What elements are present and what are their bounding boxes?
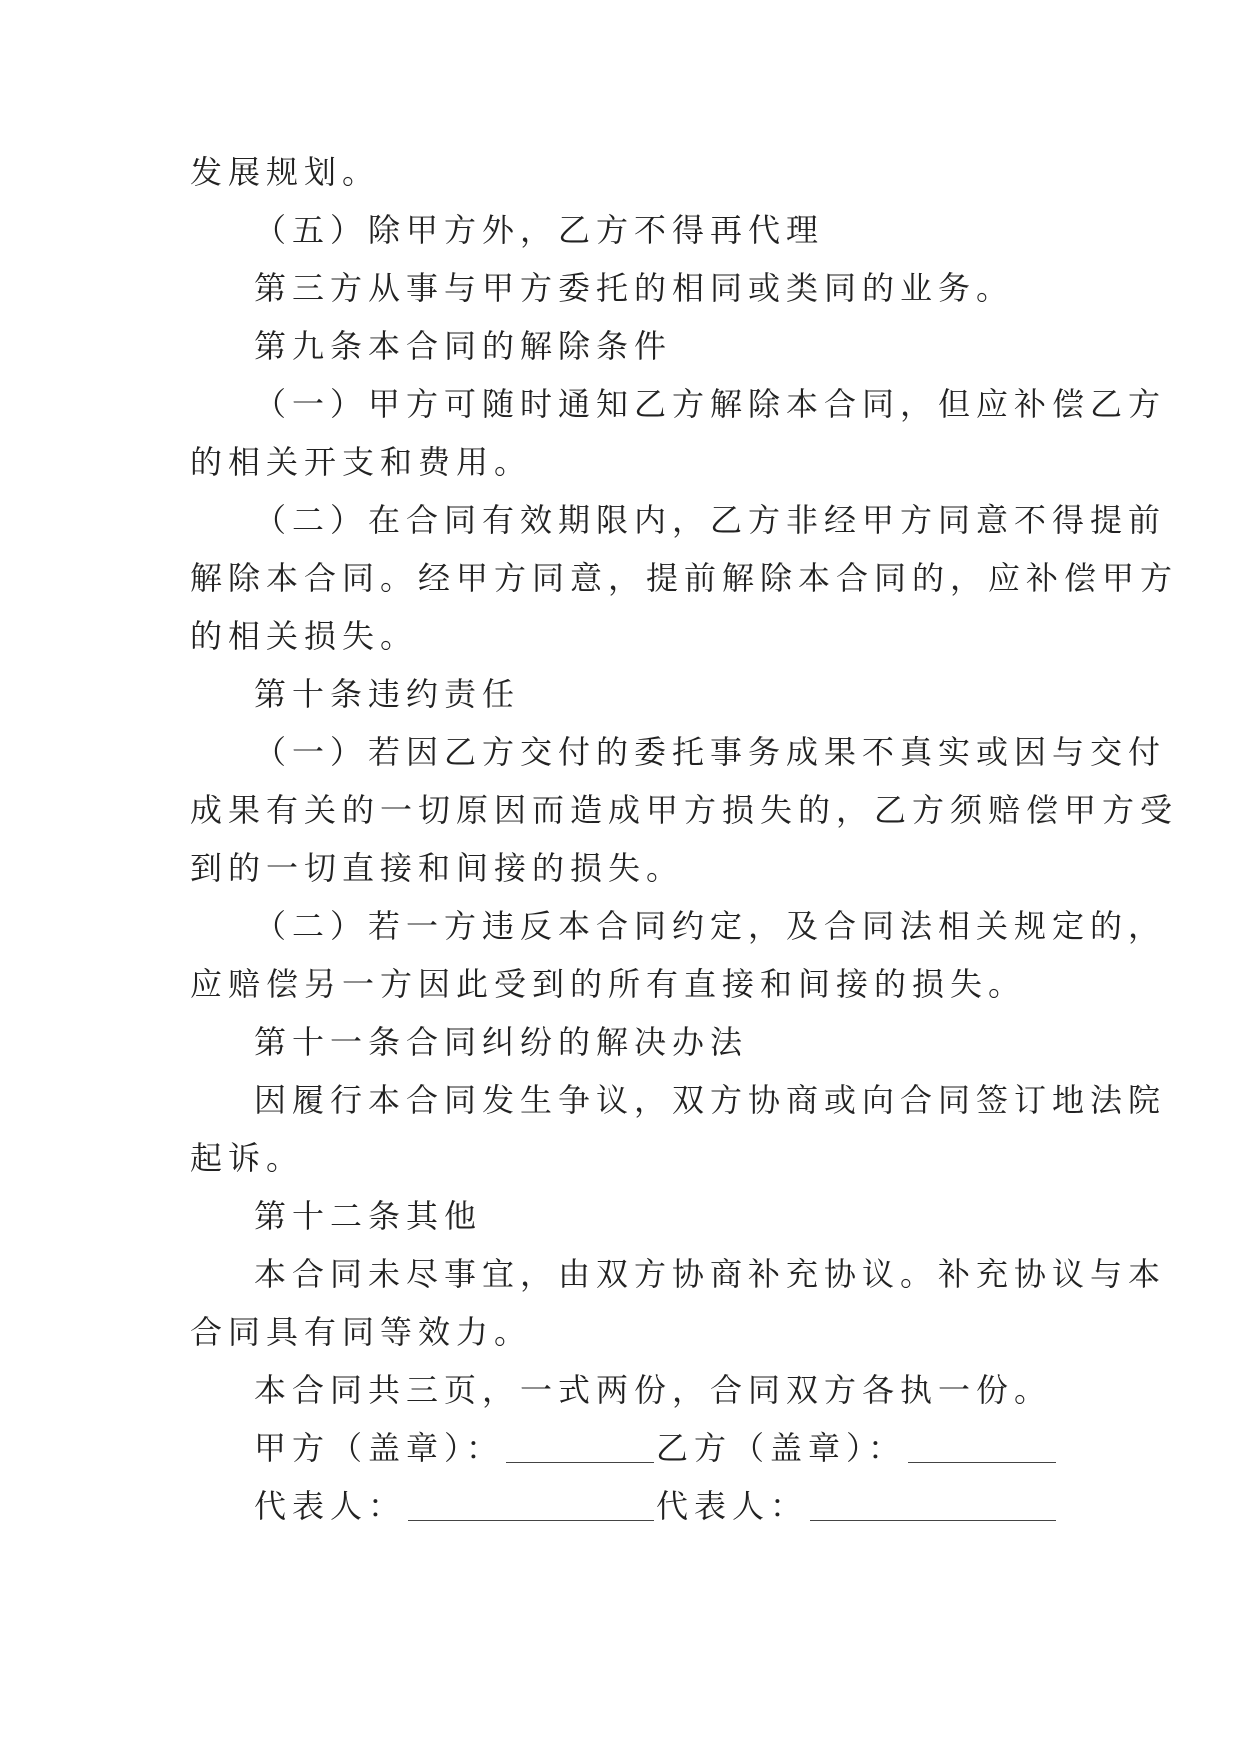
- paragraph-line: 成果有关的一切原因而造成甲方损失的，乙方须赔偿甲方受: [190, 791, 1179, 829]
- paragraph-line: （一）若因乙方交付的委托事务成果不真实或因与交付: [254, 733, 1167, 771]
- party-a-representative-blank[interactable]: [408, 1490, 654, 1521]
- paragraph-line: 合同具有同等效力。: [190, 1313, 533, 1351]
- party-b-representative-label: 代表人：: [656, 1487, 809, 1525]
- paragraph-line: 发展规划。: [190, 153, 381, 191]
- section-heading: 第十条违约责任: [254, 675, 521, 713]
- paragraph-line: 的相关损失。: [190, 617, 419, 655]
- party-b-representative-blank[interactable]: [810, 1490, 1056, 1521]
- paragraph-line: 因履行本合同发生争议，双方协商或向合同签订地法院: [254, 1081, 1167, 1119]
- section-heading: 第十二条其他: [254, 1197, 483, 1235]
- paragraph-line: 本合同共三页，一式两份，合同双方各执一份。: [254, 1371, 1053, 1409]
- party-b-seal-label: 乙方（盖章）：: [656, 1429, 907, 1467]
- paragraph-line: 的相关开支和费用。: [190, 443, 533, 481]
- signature-row-seal: [254, 1428, 1134, 1468]
- paragraph-line: （五）除甲方外，乙方不得再代理: [254, 211, 825, 249]
- paragraph-line: （二）在合同有效期限内，乙方非经甲方同意不得提前: [254, 501, 1167, 539]
- paragraph-line: 应赔偿另一方因此受到的所有直接和间接的损失。: [190, 965, 1027, 1003]
- paragraph-line: 起诉。: [190, 1139, 305, 1177]
- section-heading: 第九条本合同的解除条件: [254, 327, 673, 365]
- party-a-seal-blank[interactable]: [506, 1432, 654, 1463]
- paragraph-line: 第三方从事与甲方委托的相同或类同的业务。: [254, 269, 1015, 307]
- party-b-seal-blank[interactable]: [908, 1432, 1056, 1463]
- party-a-representative-label: 代表人：: [254, 1487, 407, 1525]
- party-a-seal-label: 甲方（盖章）：: [254, 1429, 505, 1467]
- signature-row-representative: [254, 1486, 1134, 1526]
- paragraph-line: （一）甲方可随时通知乙方解除本合同，但应补偿乙方: [254, 385, 1167, 423]
- section-heading: 第十一条合同纠纷的解决办法: [254, 1023, 749, 1061]
- paragraph-line: 本合同未尽事宜，由双方协商补充协议。补充协议与本: [254, 1255, 1167, 1293]
- paragraph-line: 到的一切直接和间接的损失。: [190, 849, 685, 887]
- paragraph-line: 解除本合同。经甲方同意，提前解除本合同的，应补偿甲方: [190, 559, 1179, 597]
- paragraph-line: （二）若一方违反本合同约定，及合同法相关规定的，: [254, 907, 1167, 945]
